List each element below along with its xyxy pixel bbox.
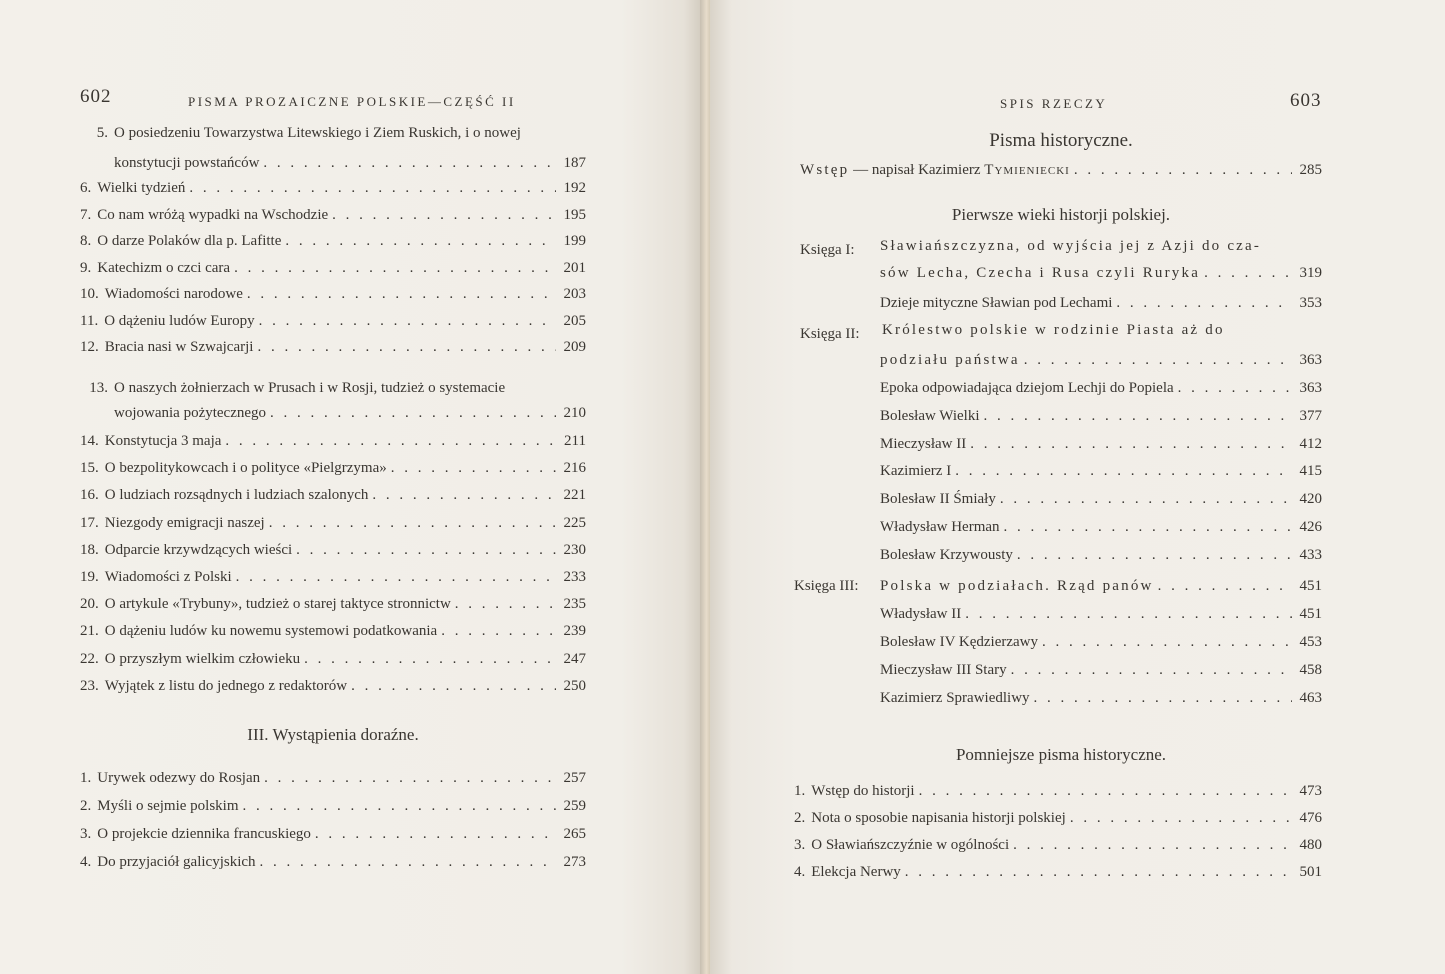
intro-author: Tymieniecki [984,162,1070,178]
leader-dots [1042,634,1292,651]
entry-title: Władysław II [880,606,962,622]
leader-dots [905,864,1292,881]
entry-page: 363 [1299,380,1322,396]
entry-title: Bracia nasi w Szwajcarji [104,339,254,355]
leader-dots [234,260,556,277]
entry-title: Bolesław II Śmiały [880,491,996,508]
entry-page: 412 [1299,435,1322,452]
entry-number: 19. [80,569,99,585]
subheading: Pierwsze wieki historji polskiej. [951,205,1171,224]
toc-entry [80,623,586,640]
intro-rest: — napisał Kazimierz [853,162,981,178]
leader-dots [965,606,1292,623]
entry-number: 4. [794,864,806,880]
leader-dots [1074,162,1292,179]
leader-dots [1000,491,1292,508]
leader-dots [1178,380,1292,397]
leader-dots [257,339,556,356]
entry-page: 285 [1299,162,1322,178]
toc-entry [880,380,1322,397]
entry-title: O dążeniu ludów ku nowemu systemowi podatkowania [104,623,438,640]
leader-dots [984,408,1292,425]
leader-dots [1034,690,1292,707]
toc-entry [80,233,586,250]
leader-dots [955,463,1292,480]
entry-number: 3. [80,826,92,842]
entry-page: 426 [1299,519,1322,535]
entry-number: 10. [80,286,99,302]
entry-page: 209 [563,339,586,355]
entry-title: Mieczysław II [880,435,967,452]
entry-page: 199 [563,233,586,249]
entry-number: 8. [80,233,92,249]
entry-number: 7. [80,206,92,223]
entry-number: 22. [80,650,99,667]
leader-dots [1024,352,1292,369]
toc-entry [80,433,586,450]
entry-title: O przyszłym wielkim człowieku [104,650,301,667]
entry-title: O projekcie dziennika francuskiego [97,826,311,842]
leader-dots [225,433,556,450]
leader-dots [391,460,556,477]
entry-title-line2: konstytucji powstańców [114,155,260,171]
entry-number: 1. [80,770,92,786]
entry-page: 501 [1299,864,1322,880]
entry-page: 458 [1299,662,1322,678]
leader-dots [1158,578,1292,595]
entry-title: Urywek odezwy do Rosjan [97,770,261,786]
entry-number: 2. [794,810,806,826]
page-number: 603 [1290,90,1322,111]
entry-number: 1. [794,783,806,799]
leader-dots [236,569,556,586]
leader-dots [1013,837,1292,854]
toc-entry [794,810,1322,827]
entry-page: 451 [1299,606,1322,622]
toc-entry [880,690,1322,707]
leader-dots [243,798,556,815]
toc-entry [80,487,586,504]
entry-page: 480 [1299,837,1322,853]
subheading: Pomniejsze pisma historyczne. [955,745,1167,764]
entry-title: O Sławiańszczyźnie w ogólności [811,837,1010,853]
leader-dots [1011,662,1292,679]
leader-dots [269,515,556,532]
entry-page: 187 [563,155,586,171]
entry-page: 259 [563,798,586,814]
page-number: 602 [80,86,112,107]
entry-title: Bolesław IV Kędzierzawy [880,634,1038,650]
entry-page: 415 [1299,463,1322,480]
entry-page: 211 [564,433,586,449]
entry-title: Bolesław Krzywousty [880,546,1013,563]
leader-dots [189,180,556,197]
book-title-line2: podziału państwa [880,352,1020,368]
entry-page: 433 [1299,546,1322,563]
entry-page: 473 [1299,783,1322,799]
book-label: Księga I: [800,242,855,258]
entry-number: 9. [80,259,92,276]
toc-entry [80,260,586,277]
running-head: SPIS RZECZY [1000,96,1108,111]
leader-dots [270,405,556,422]
toc-entry [794,837,1322,854]
toc-entry [880,265,1322,282]
leader-dots [264,770,556,787]
entry-title: Epoka odpowiadająca dziejom Lechji do Popiela [880,380,1174,396]
entry-number: 4. [80,854,92,870]
toc-entry [80,339,586,356]
entry-number: 18. [80,541,99,558]
entry-title: O darze Polaków dla p. Lafitte [97,233,282,249]
entry-page: 235 [563,596,586,613]
entry-title: Wyjątek z listu do jednego z redaktorów [104,677,348,694]
entry-title-line1: O posiedzeniu Towarzystwa Litewskiego i Ziem Ruskich, i o nowej [114,125,521,141]
entry-number: 23. [80,677,99,694]
entry-title: Co nam wróżą wypadki na Wschodzie [97,206,329,223]
entry-number: 5. [96,125,108,141]
entry-page: 363 [1299,352,1322,368]
entry-page: 451 [1299,578,1322,594]
entry-page: 230 [563,541,586,558]
entry-page: 463 [1299,690,1322,706]
entry-number: 3. [794,837,806,853]
leader-dots [1116,295,1292,312]
toc-entry [80,854,586,871]
toc-entry [80,180,586,197]
toc-entry [80,286,586,303]
entry-title-line2: wojowania pożytecznego [114,405,267,421]
toc-entry [880,463,1322,480]
toc-entry [80,207,586,224]
toc-entry-intro [800,162,1322,179]
toc-entry [80,798,586,815]
toc-entry [880,408,1322,425]
book-label: Księga III: [794,578,859,594]
toc-entry [80,542,586,559]
entry-title: Niezgody emigracji naszej [104,514,265,531]
entry-title: Wiadomości narodowe [104,286,243,302]
toc-entry [80,460,586,477]
entry-number: 13. [89,380,108,396]
toc-entry [880,662,1322,679]
toc-entry [880,519,1322,536]
entry-page: 201 [563,259,586,276]
entry-page: 476 [1299,810,1322,826]
intro-title [800,162,1070,179]
intro-label: Wstęp [800,162,850,178]
section-heading: III. Wystąpienia doraźne. [247,725,419,744]
leader-dots [455,596,556,613]
toc-entry [880,295,1322,312]
entry-title: Wiadomości z Polski [104,569,232,585]
leader-dots [332,207,556,224]
entry-number: 17. [80,514,99,531]
toc-entry [80,569,586,586]
entry-page: 233 [563,569,586,585]
toc-entry [880,436,1322,453]
entry-page: 225 [563,514,586,531]
toc-entry [794,783,1322,800]
entry-title: O dążeniu ludów Europy [104,312,255,329]
toc-entry [80,380,505,397]
book-title-line2: sów Lecha, Czecha i Rusa czyli Ruryka [880,265,1201,281]
entry-number: 20. [80,596,99,613]
toc-entry [880,547,1322,564]
leader-dots [296,542,556,559]
entry-page: 420 [1299,491,1322,508]
toc-entry [880,578,1322,595]
entry-title: Elekcja Nerwy [811,864,901,880]
entry-page: 453 [1299,634,1322,650]
entry-number: 21. [80,623,99,640]
toc-entry [880,491,1322,508]
entry-title: Nota o sposobie napisania historji polskiej [811,810,1066,826]
leader-dots [247,286,556,303]
entry-title: Bolesław Wielki [880,407,980,424]
entry-title: Myśli o sejmie polskim [97,798,239,814]
entry-page: 210 [563,405,586,421]
entry-page: 250 [563,677,586,694]
leader-dots [304,651,556,668]
entry-title: Władysław Herman [880,519,1000,535]
toc-entry [80,678,586,695]
toc-entry [880,634,1322,651]
toc-entry [794,864,1322,881]
entry-title: Kazimierz I [880,463,952,480]
entry-title: Do przyjaciół galicyjskich [97,854,256,870]
entry-page: 205 [563,312,586,329]
entry-page: 247 [563,650,586,667]
leader-dots [1004,519,1292,536]
entry-page: 239 [563,623,586,640]
entry-page: 273 [563,854,586,870]
leader-dots [970,436,1292,453]
entry-title: Katechizm o czci cara [97,259,231,276]
entry-title: Mieczysław III Stary [880,662,1007,678]
entry-title-line1: O naszych żołnierzach w Prusach i w Rosji, tudzież o systemacie [114,380,506,396]
entry-page: 221 [563,487,586,504]
entry-page: 216 [563,460,586,477]
entry-number: 14. [80,433,99,449]
leader-dots [372,487,556,504]
entry-number: 2. [80,798,92,814]
entry-title: Kazimierz Sprawiedliwy [880,690,1030,706]
entry-page: 353 [1299,295,1322,311]
book-title-line1: Polska w podziałach. Rząd panów [880,578,1154,594]
leader-dots [1070,810,1292,827]
leader-dots [315,826,556,843]
book-title-line1: Królestwo polskie w rodzinie Piasta aż do [882,322,1225,338]
toc-entry-continuation [114,405,586,422]
entry-number: 11. [80,312,99,329]
entry-page: 195 [563,206,586,223]
leader-dots [1017,547,1292,564]
toc-entry [880,606,1322,623]
toc-entry [80,515,586,532]
entry-page: 203 [563,286,586,302]
leader-dots [1204,265,1292,282]
entry-page: 319 [1299,265,1322,281]
entry-title: Wstęp do historji [811,783,915,799]
toc-entry [80,651,586,668]
leader-dots [919,783,1292,800]
leader-dots [260,854,556,871]
entry-title: Dzieje mityczne Sławian pod Lechami [880,295,1113,311]
book-label: Księga II: [800,326,860,342]
toc-entry [80,125,521,142]
left-page [0,0,705,974]
entry-title: O ludziach rozsądnych i ludziach szalonych [104,487,369,504]
toc-entry-continuation [114,155,586,172]
entry-page: 257 [563,770,586,786]
entry-number: 16. [80,487,99,504]
entry-page: 192 [563,180,586,196]
toc-entry [80,596,586,613]
entry-title: O bezpolitykowcach i o polityce «Pielgrzyma» [104,460,387,477]
entry-title: Wielki tydzień [97,180,186,196]
leader-dots [259,313,556,330]
running-head: PISMA PROZAICZNE POLSKIE—CZĘŚĆ II [188,94,516,109]
entry-title: Konstytucja 3 maja [104,433,222,449]
toc-entry [80,313,586,330]
main-heading: Pisma historyczne. [989,130,1133,151]
toc-entry [880,352,1322,369]
right-page [710,0,1445,974]
toc-entry [80,770,586,787]
entry-title: Odparcie krzywdzących wieści [104,541,293,558]
entry-page: 377 [1299,407,1322,424]
entry-number: 12. [80,339,99,355]
toc-entry [80,826,586,843]
leader-dots [441,623,556,640]
leader-dots [351,678,556,695]
entry-number: 6. [80,180,92,196]
leader-dots [263,155,556,172]
leader-dots [285,233,556,250]
entry-page: 265 [563,826,586,842]
entry-number: 15. [80,460,99,477]
book-title-line1: Sławiańszczyzna, od wyjścia jej z Azji do cza- [880,238,1262,254]
entry-title: O artykule «Trybuny», tudzież o starej taktyce stronnictw [104,596,451,613]
